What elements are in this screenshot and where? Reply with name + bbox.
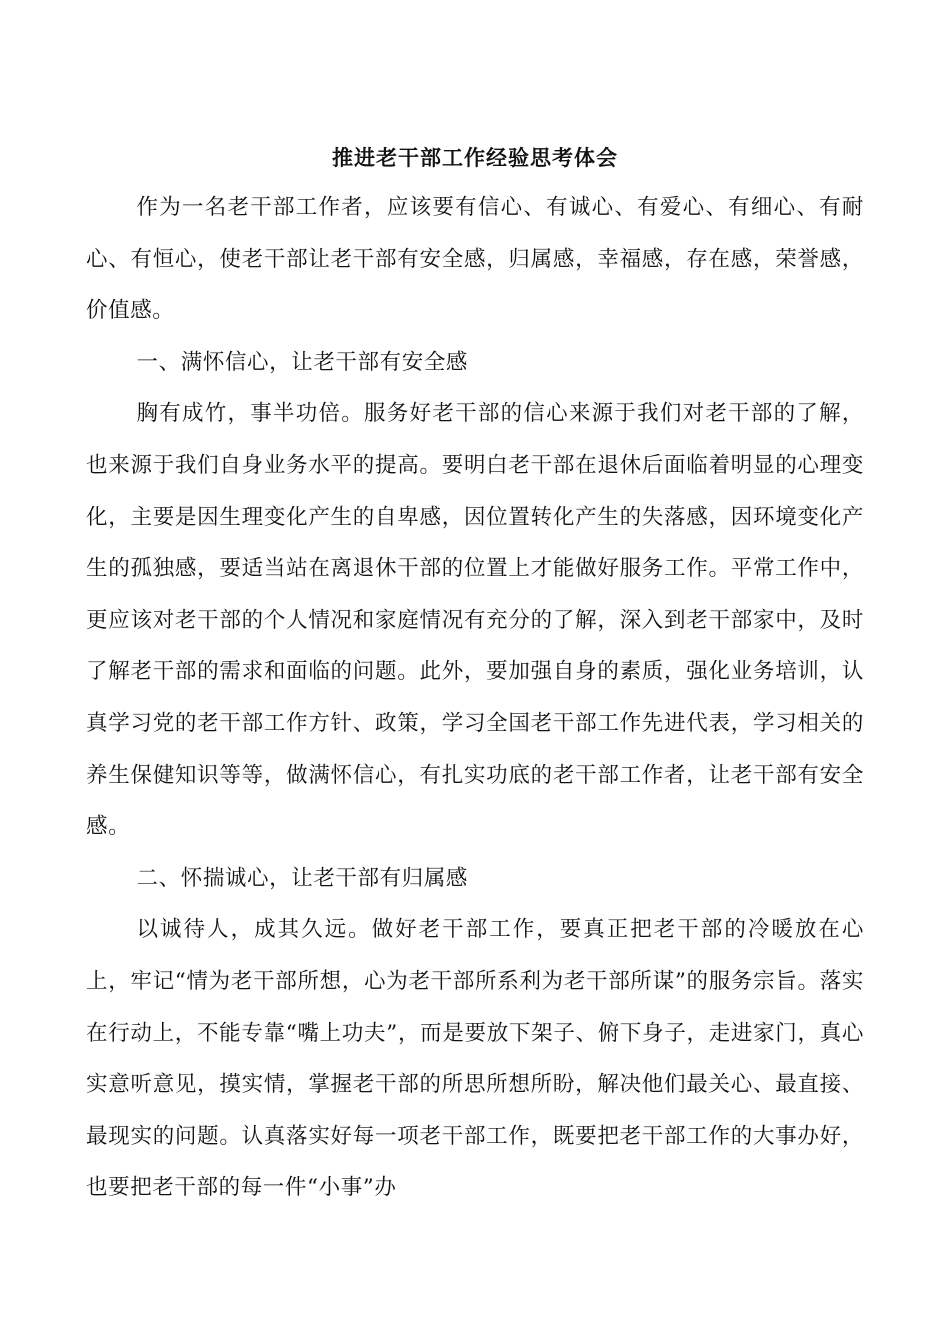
section-heading-1: 一、满怀信心，让老干部有安全感 [136,349,469,375]
section-2-paragraph: 以诚待人，成其久远。做好老干部工作，要真正把老干部的冷暖放在心上，牢记“情为老干部所想，心为老干部所系利为老干部所谋”的服务宗旨。落实在行动上，不能专靠“嘴上功夫”，而是要放下架子、俯下身子，走进家门，真心实意听意见，摸实情，掌握老干部的所思所想所盼，解决他们最关心、最直接、最现实的问题。认真落实好每一项老干部工作，既要把老干部工作的大事办好，也要把老干部的每一件“小事”办 [86,917,864,1201]
document-title: 推进老干部工作经验思考体会 [332,146,618,170]
section-1-paragraph: 胸有成竹，事半功倍。服务好老干部的信心来源于我们对老干部的了解，也来源于我们自身业务水平的提高。要明白老干部在退休后面临着明显的心理变化，主要是因生理变化产生的自卑感，因位置转化产生的失落感，因环境变化产生的孤独感，要适当站在离退休干部的位置上才能做好服务工作。平常工作中，更应该对老干部的个人情况和家庭情况有充分的了解，深入到老干部家中，及时了解老干部的需求和面临的问题。此外，要加强自身的素质，强化业务培训，认真学习党的老干部工作方针、政策，学习全国老干部工作先进代表，学习相关的养生保健知识等等，做满怀信心，有扎实功底的老干部工作者，让老干部有安全感。 [86,401,864,840]
section-heading-2: 二、怀揣诚心，让老干部有归属感 [136,865,469,891]
document-page [86,138,864,1214]
intro-paragraph: 作为一名老干部工作者，应该要有信心、有诚心、有爱心、有细心、有耐心、有恒心，使老干部让老干部有安全感，归属感，幸福感，存在感，荣誉感，价值感。 [86,195,864,324]
